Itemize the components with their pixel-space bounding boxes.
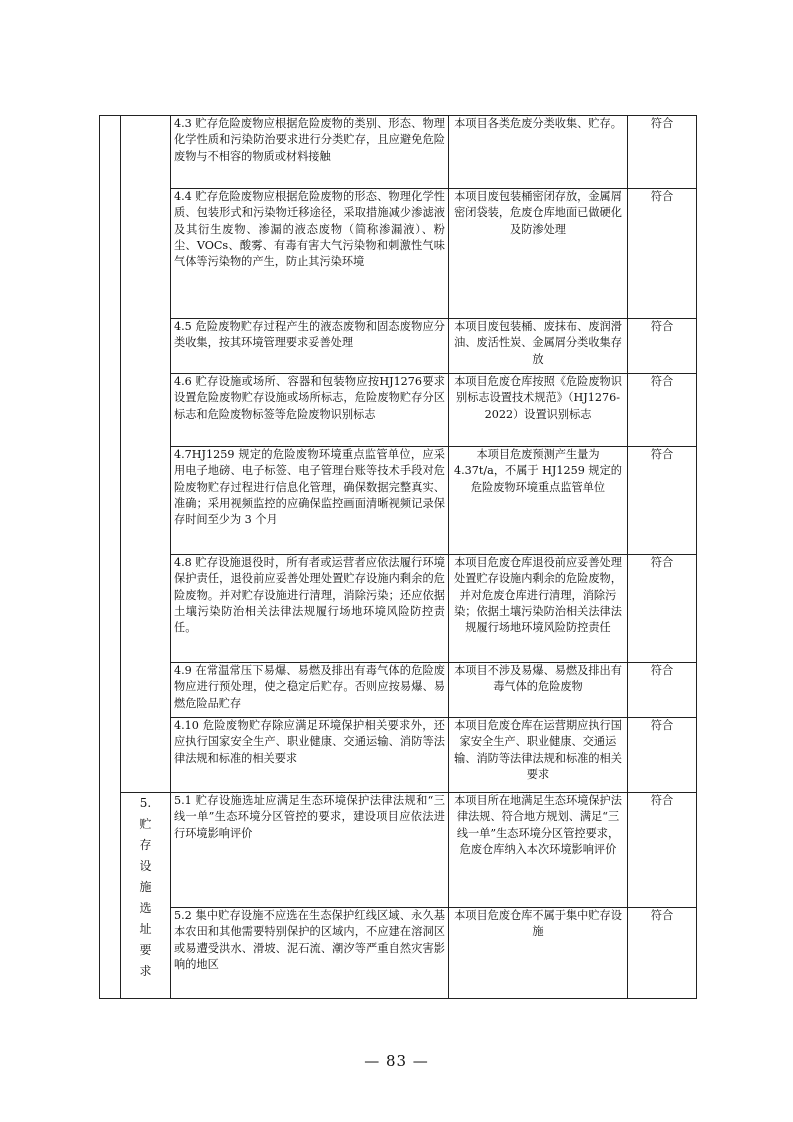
- result-cell: 符合: [628, 447, 697, 555]
- requirement-cell: 4.7HJ1259 规定的危险废物环境重点监管单位，应采用电子地磅、电子标签、电子管理台账等技术手段对危险废物贮存过程进行信息化管理，确保数据完整真实、准确；采用视频监控的应确保监控画面清晰视频记录保存时间至少为 3 个月: [171, 447, 449, 555]
- requirement-cell: 4.9 在常温常压下易爆、易燃及排出有毒气体的危险废物应进行预处理，使之稳定后贮存。否则应按易爆、易燃危险品贮存: [171, 663, 449, 718]
- page-number: — 83 —: [364, 1052, 429, 1070]
- requirement-cell: 4.4 贮存危险废物应根据危险废物的形态、物理化学性质、包装形式和污染物迁移途径，采取措施减少渗滤液及其衍生废物、渗漏的液态废物（简称渗漏液）、粉尘、VOCs、酸雾、有毒有害大气污染物和刺激性气味气体等污染物的产生，防止其污染环境: [171, 189, 449, 319]
- implementation-cell: 本项目危废仓库不属于集中贮存设施: [449, 908, 628, 999]
- implementation-cell: 本项目危废仓库退役前应妥善处理处置贮存设施内剩余的危险废物，并对危废仓库进行清理，消除污染；依据土壤污染防治相关法律法规履行场地环境风险防控责任: [449, 555, 628, 663]
- result-cell: 符合: [628, 374, 697, 447]
- section-5-label: 5. 贮 存 设 施 选 址 要 求: [121, 793, 171, 999]
- requirement-cell: 4.6 贮存设施或场所、容器和包装物应按HJ1276要求设置危险废物贮存设施或场所标志，危险废物贮存分区标志和危险废物标签等危险废物识别标志: [171, 374, 449, 447]
- implementation-cell: 本项目危废仓库按照《危险废物识别标志设置技术规范》（HJ1276-2022）设置识别标志: [449, 374, 628, 447]
- implementation-cell: 本项目危废预测产生量为4.37t/a，不属于 HJ1259 规定的危险废物环境重点监管单位: [449, 447, 628, 555]
- result-cell: 符合: [628, 555, 697, 663]
- result-cell: 符合: [628, 718, 697, 793]
- result-cell: 符合: [628, 319, 697, 374]
- table-row: [100, 908, 697, 999]
- result-cell: 符合: [628, 189, 697, 319]
- result-cell: 符合: [628, 793, 697, 908]
- table-row: [100, 374, 697, 447]
- table-row: [100, 116, 697, 189]
- table-row: [100, 447, 697, 555]
- implementation-cell: 本项目危废仓库在运营期应执行国家安全生产、职业健康、交通运输、消防等法律法规和标准的相关要求: [449, 718, 628, 793]
- section-cell-continued: [121, 116, 171, 793]
- result-cell: 符合: [628, 116, 697, 189]
- result-cell: 符合: [628, 908, 697, 999]
- requirement-cell: 4.5 危险废物贮存过程产生的液态废物和固态废物应分类收集，按其环境管理要求妥善处理: [171, 319, 449, 374]
- outer-category-cell: [100, 116, 121, 999]
- requirement-cell: 4.8 贮存设施退役时，所有者或运营者应依法履行环境保护责任，退役前应妥善处理处置贮存设施内剩余的危险废物。并对贮存设施进行清理，消除污染；还应依据土壤污染防治相关法律法规履行场地环境风险防控责任。: [171, 555, 449, 663]
- table-row: [100, 555, 697, 663]
- implementation-cell: 本项目所在地满足生态环境保护法律法规、符合地方规划、满足“三线一单”生态环境分区管控要求，危废仓库纳入本次环境影响评价: [449, 793, 628, 908]
- requirement-cell: 5.2 集中贮存设施不应选在生态保护红线区域、永久基本农田和其他需要特别保护的区域内，不应建在溶洞区或易遭受洪水、滑坡、泥石流、潮汐等严重自然灾害影响的地区: [171, 908, 449, 999]
- compliance-table: [99, 115, 697, 999]
- requirement-cell: 4.3 贮存危险废物应根据危险废物的类别、形态、物理化学性质和污染防治要求进行分类贮存，且应避免危险废物与不相容的物质或材料接触: [171, 116, 449, 189]
- table-row: [100, 793, 697, 908]
- implementation-cell: 本项目不涉及易爆、易燃及排出有毒气体的危险废物: [449, 663, 628, 718]
- table-row: [100, 319, 697, 374]
- requirement-cell: 4.10 危险废物贮存除应满足环境保护相关要求外，还应执行国家安全生产、职业健康、交通运输、消防等法律法规和标准的相关要求: [171, 718, 449, 793]
- result-cell: 符合: [628, 663, 697, 718]
- table-row: [100, 718, 697, 793]
- table-row: [100, 189, 697, 319]
- table-row: [100, 663, 697, 718]
- implementation-cell: 本项目废包装桶、废抹布、废润滑油、废活性炭、金属屑分类收集存放: [449, 319, 628, 374]
- implementation-cell: 本项目各类危废分类收集、贮存。: [449, 116, 628, 189]
- implementation-cell: 本项目废包装桶密闭存放，金属屑密闭袋装，危废仓库地面已做硬化及防渗处理: [449, 189, 628, 319]
- requirement-cell: 5.1 贮存设施选址应满足生态环境保护法律法规和“三线一单”生态环境分区管控的要求，建设项目应依法进行环境影响评价: [171, 793, 449, 908]
